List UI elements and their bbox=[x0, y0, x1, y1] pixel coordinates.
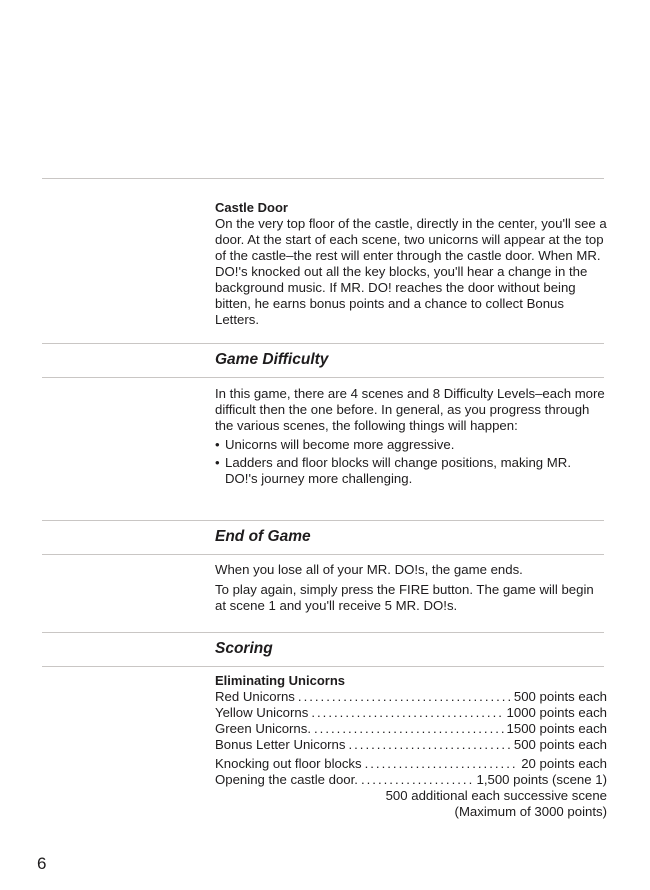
scoring-title: Scoring bbox=[215, 640, 273, 657]
score-row bbox=[215, 689, 607, 705]
score-extra-line: (Maximum of 3000 points) bbox=[454, 804, 607, 819]
divider bbox=[42, 554, 604, 555]
divider bbox=[42, 666, 604, 667]
dot-leader bbox=[298, 689, 511, 705]
divider bbox=[42, 343, 604, 344]
score-label: Green Unicorns. bbox=[215, 721, 312, 736]
dot-leader bbox=[314, 721, 504, 737]
dot-leader bbox=[361, 772, 474, 788]
score-row bbox=[215, 721, 607, 737]
list-item: • Ladders and floor blocks will change positions, making MR. DO!'s journey more challenging. bbox=[215, 455, 607, 487]
end-of-game-title: End of Game bbox=[215, 528, 311, 545]
score-row bbox=[215, 772, 607, 788]
castle-door-body: On the very top floor of the castle, directly in the center, you'll see a door. At the start of each scene, two unicorns will appear at the top of the castle–the rest will enter through the castle door. When MR. DO!'s knocked out all the key blocks, you'll hear a change in the background music. If MR. DO! reaches the door without being bitten, he earns bonus points and a chance to collect Bonus Letters. bbox=[215, 216, 607, 327]
difficulty-list bbox=[215, 437, 607, 487]
score-label: Knocking out floor blocks bbox=[215, 756, 362, 771]
score-label: Bonus Letter Unicorns bbox=[215, 737, 346, 752]
dot-leader bbox=[348, 737, 510, 753]
score-row bbox=[215, 737, 607, 753]
scoring-section bbox=[215, 673, 607, 820]
dot-leader bbox=[365, 756, 519, 772]
score-value: 1000 points each bbox=[506, 705, 607, 720]
dot-leader bbox=[311, 705, 503, 721]
game-difficulty-section bbox=[215, 386, 607, 489]
end-of-game-section bbox=[215, 562, 607, 614]
castle-door-heading: Castle Door bbox=[215, 200, 288, 215]
score-label: Opening the castle door. bbox=[215, 772, 358, 787]
page-number: 6 bbox=[37, 854, 47, 873]
divider bbox=[42, 377, 604, 378]
score-label: Red Unicorns bbox=[215, 689, 295, 704]
score-label: Yellow Unicorns bbox=[215, 705, 309, 720]
score-value: 500 points each bbox=[513, 737, 607, 752]
game-difficulty-intro: In this game, there are 4 scenes and 8 Difficulty Levels–each more difficult then the one before. In general, as you progress through the various scenes, the following things will happen: bbox=[215, 386, 605, 433]
score-value: 1,500 points (scene 1) bbox=[476, 772, 607, 787]
divider bbox=[42, 632, 604, 633]
score-extra-line: 500 additional each successive scene bbox=[385, 788, 607, 803]
divider bbox=[42, 178, 604, 179]
divider bbox=[42, 520, 604, 521]
score-value: 1500 points each bbox=[506, 721, 607, 736]
score-row bbox=[215, 756, 607, 772]
end-of-game-para2: To play again, simply press the FIRE button. The game will begin at scene 1 and you'll receive 5 MR. DO!s. bbox=[215, 582, 594, 613]
game-difficulty-title: Game Difficulty bbox=[215, 351, 329, 368]
score-row bbox=[215, 705, 607, 721]
list-item: • Unicorns will become more aggressive. bbox=[215, 437, 607, 453]
end-of-game-para1: When you lose all of your MR. DO!s, the game ends. bbox=[215, 562, 523, 577]
score-value: 500 points each bbox=[513, 689, 607, 704]
scoring-subheading: Eliminating Unicorns bbox=[215, 673, 346, 688]
castle-door-section bbox=[215, 200, 607, 328]
score-value: 20 points each bbox=[521, 756, 607, 771]
